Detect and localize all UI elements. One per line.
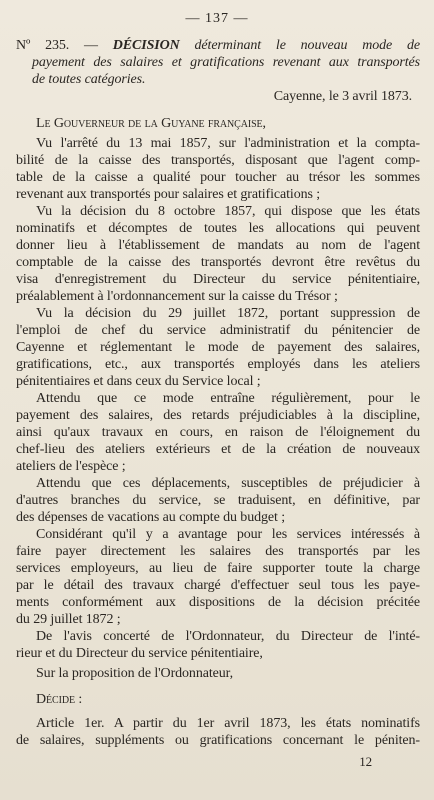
decision-title-rest: déterminant le nouveau mode de bbox=[194, 38, 420, 53]
decision-title-line-2: payement des salaires et gratifications revenant aux transportés bbox=[32, 55, 420, 70]
body-line: rieur et du Directeur du service pénitentiaire, bbox=[16, 646, 263, 661]
body-line: table de la caisse a qualité pour toucher au trésor les sommes bbox=[16, 170, 420, 185]
title-dash: — bbox=[84, 38, 98, 53]
body-line: ainsi qu'aux travaux en cours, en raison de l'éloignement du bbox=[16, 425, 420, 440]
body-line: du 29 juillet 1872 ; bbox=[16, 612, 121, 627]
body-line: visa d'enregistrement du Directeur du service pénitentiaire, bbox=[16, 272, 420, 287]
signature-mark: 12 bbox=[359, 754, 372, 769]
body-line: nominatifs et décomptes de toutes les allocations qui peuvent bbox=[16, 221, 420, 236]
body-line: De l'avis concerté de l'Ordonnateur, du Directeur de l'inté- bbox=[36, 629, 420, 644]
place-date: Cayenne, le 3 avril 1873. bbox=[273, 89, 412, 104]
body-line: Vu la décision du 29 juillet 1872, portant suppression de bbox=[36, 306, 420, 321]
body-line: Cayenne et réglementant le mode de payement des salaires, bbox=[16, 340, 420, 355]
body-line: Attendu que ce mode entraîne régulièrement, pour le bbox=[36, 391, 420, 406]
decision-number: Nº 235. bbox=[16, 38, 70, 53]
article-line: Article 1er. A partir du 1er avril 1873, les états nominatifs bbox=[36, 716, 420, 731]
body-line: des dépenses de vacations au compte du budget ; bbox=[16, 510, 285, 525]
body-line: par le détail des travaux chargé d'effectuer seul tous les paye- bbox=[16, 578, 420, 593]
body-line: l'emploi de chef du service administratif du pénitencier de bbox=[16, 323, 420, 338]
body-line: Sur la proposition de l'Ordonnateur, bbox=[36, 666, 234, 681]
body-line: Attendu que ces déplacements, susceptibles de préjudicier à bbox=[36, 476, 420, 491]
body-line: Vu l'arrêté du 13 mai 1857, sur l'administration et la compta- bbox=[36, 136, 420, 151]
article-line: de salaires, suppléments ou gratifications concernant le péniten- bbox=[16, 733, 420, 748]
body-line: d'autres branches du service, se traduisent, en définitive, par bbox=[16, 493, 420, 508]
body-line: services employeurs, au lieu de faire supporter toute la charge bbox=[16, 561, 420, 576]
body-line: faire payer directement les salaires des transportés par les bbox=[16, 544, 420, 559]
decision-title-line-3: de toutes catégories. bbox=[32, 72, 146, 87]
body-line: revenant aux transportés pour salaires et gratifications ; bbox=[16, 187, 321, 202]
body-line: pénitentiaires et dans ceux du Service local ; bbox=[16, 374, 261, 389]
body-line: Considérant qu'il y a avantage pour les services intéressés à bbox=[36, 527, 420, 542]
body-line: gratifications, etc., aux transportés employés dans les ateliers bbox=[16, 357, 420, 372]
decision-title-line-1 bbox=[16, 38, 420, 54]
body-line: donner lieu à l'établissement de mandats au nom de l'agent bbox=[16, 238, 420, 253]
page-number: — 137 — bbox=[185, 11, 249, 26]
governor-line: Le Gouverneur de la Guyane française, bbox=[36, 116, 266, 131]
body-line: Vu la décision du 8 octobre 1857, qui dispose que les états bbox=[36, 204, 420, 219]
decision-heading: DÉCISION bbox=[112, 38, 180, 53]
body-line: ments conformément aux dispositions de la décision précitée bbox=[16, 595, 420, 610]
body-line: bilité de la caisse des transportés, disposant que l'agent comp- bbox=[16, 153, 420, 168]
body-line: préalablement à l'ordonnancement sur la caisse du Trésor ; bbox=[16, 289, 338, 304]
body-line: ateliers de l'espèce ; bbox=[16, 459, 126, 474]
decide-heading: Décide : bbox=[36, 692, 83, 707]
body-line: comptable de la caisse des transportés devront être revêtus du bbox=[16, 255, 420, 270]
body-line: chef-lieu des ateliers extérieurs et de la création de nouveaux bbox=[16, 442, 420, 457]
body-line: payement des salaires, des retards préjudiciables à la discipline, bbox=[16, 408, 420, 423]
